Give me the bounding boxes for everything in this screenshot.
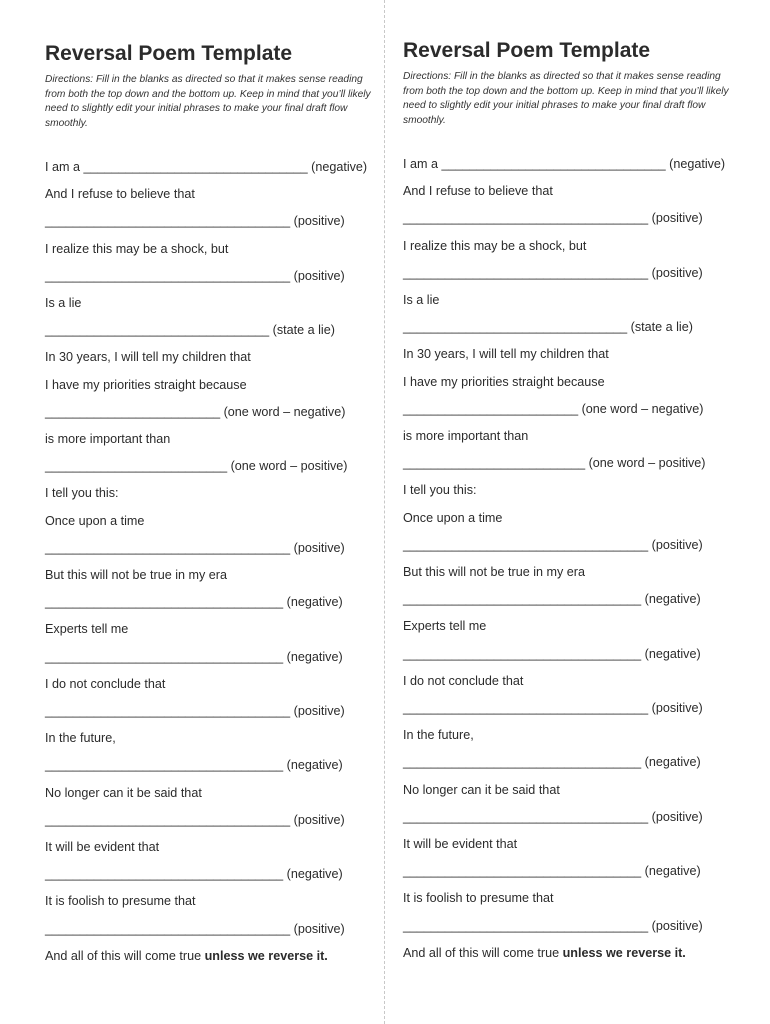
- final-line-prefix: And all of this will come true: [45, 948, 205, 963]
- poem-line: __________________________________ (negative): [403, 864, 701, 879]
- poem-line: ___________________________________ (positive): [45, 214, 345, 229]
- poem-line: I am a ________________________________ (negative): [403, 157, 726, 171]
- poem-line: I realize this may be a shock, but: [45, 241, 229, 256]
- poem-line: In the future,: [403, 728, 474, 743]
- poem-line: I realize this may be a shock, but: [403, 238, 587, 253]
- poem-line: But this will not be true in my era: [403, 565, 585, 579]
- poem-line: ________________________________ (state a lie): [403, 320, 693, 335]
- poem-line: _________________________ (one word – negative): [45, 404, 346, 419]
- poem-line: In the future,: [45, 731, 116, 746]
- poem-line: But this will not be true in my era: [45, 568, 227, 582]
- cut-line-divider: [384, 0, 385, 1024]
- poem-line: _________________________ (one word – negative): [403, 401, 704, 416]
- poem-line: __________________________ (one word – positive): [45, 459, 348, 474]
- poem-line: is more important than: [45, 432, 171, 446]
- poem-line: I am a ________________________________ (negative): [45, 160, 368, 174]
- poem-line: __________________________________ (negative): [45, 758, 343, 773]
- poem-line: Is a lie: [45, 296, 82, 310]
- poem-line: I have my priorities straight because: [403, 374, 605, 389]
- poem-line: ___________________________________ (positive): [403, 701, 703, 715]
- poem-line: In 30 years, I will tell my children that: [403, 347, 609, 362]
- poem-line: __________________________________ (negative): [45, 649, 343, 664]
- poem-line: It is foolish to presume that: [45, 894, 196, 909]
- directions-text: Directions: Fill in the blanks as directed so that it makes sense reading from both the top down and the bottom up. Keep in mind that you’ll likely need to slightly edit your initial phrases to make your final draft flow smoothly.: [403, 71, 729, 126]
- poem-line: __________________________________ (negative): [45, 867, 343, 882]
- poem-line: Once upon a time: [45, 513, 145, 528]
- final-line-emphasis: unless we reverse it.: [204, 948, 328, 963]
- poem-line: __________________________________ (negative): [403, 755, 701, 770]
- poem-line: No longer can it be said that: [45, 785, 202, 800]
- poem-line: No longer can it be said that: [403, 782, 560, 797]
- poem-line: It will be evident that: [403, 837, 518, 851]
- poem-line: ________________________________ (state a lie): [45, 323, 335, 338]
- poem-line: ___________________________________ (positive): [403, 809, 703, 824]
- poem-line: __________________________________ (negative): [45, 595, 343, 610]
- poem-line: ___________________________________ (positive): [403, 265, 703, 280]
- poem-line: ___________________________________ (positive): [45, 268, 345, 283]
- poem-line: I tell you this:: [45, 486, 119, 501]
- directions-text: Directions: Fill in the blanks as directed so that it makes sense reading from both the top down and the bottom up. Keep in mind that you’ll likely need to slightly edit your initial phrases to make your final draft flow smoothly.: [45, 74, 371, 129]
- poem-line: Is a lie: [403, 293, 440, 307]
- poem-line: __________________________________ (negative): [403, 592, 701, 607]
- poem-line: ___________________________________ (positive): [45, 704, 345, 718]
- poem-line: And I refuse to believe that: [45, 187, 195, 202]
- final-line: [403, 946, 686, 960]
- final-line: [45, 949, 328, 963]
- poem-line: ___________________________________ (positive): [45, 921, 345, 936]
- final-line-prefix: And all of this will come true: [403, 945, 563, 960]
- final-line-emphasis: unless we reverse it.: [562, 945, 686, 960]
- page-title: Reversal Poem Template: [45, 42, 293, 65]
- poem-line: In 30 years, I will tell my children that: [45, 350, 251, 365]
- poem-line: ___________________________________ (positive): [403, 537, 703, 552]
- poem-line: Once upon a time: [403, 510, 503, 525]
- poem-line: It is foolish to presume that: [403, 891, 554, 906]
- poem-line: is more important than: [403, 429, 529, 443]
- poem-line: Experts tell me: [45, 622, 129, 637]
- poem-line: ___________________________________ (positive): [403, 211, 703, 226]
- poem-line: ___________________________________ (positive): [45, 540, 345, 555]
- poem-line: ___________________________________ (positive): [45, 812, 345, 827]
- poem-line: I do not conclude that: [403, 673, 524, 688]
- poem-line: __________________________________ (negative): [403, 646, 701, 661]
- poem-line: ___________________________________ (positive): [403, 918, 703, 933]
- poem-line: __________________________ (one word – positive): [403, 456, 706, 471]
- poem-line: And I refuse to believe that: [403, 184, 553, 199]
- poem-line: Experts tell me: [403, 619, 487, 634]
- poem-line: It will be evident that: [45, 840, 160, 854]
- poem-line: I have my priorities straight because: [45, 377, 247, 392]
- page-title: Reversal Poem Template: [403, 39, 651, 62]
- poem-line: I tell you this:: [403, 483, 477, 498]
- poem-line: I do not conclude that: [45, 676, 166, 691]
